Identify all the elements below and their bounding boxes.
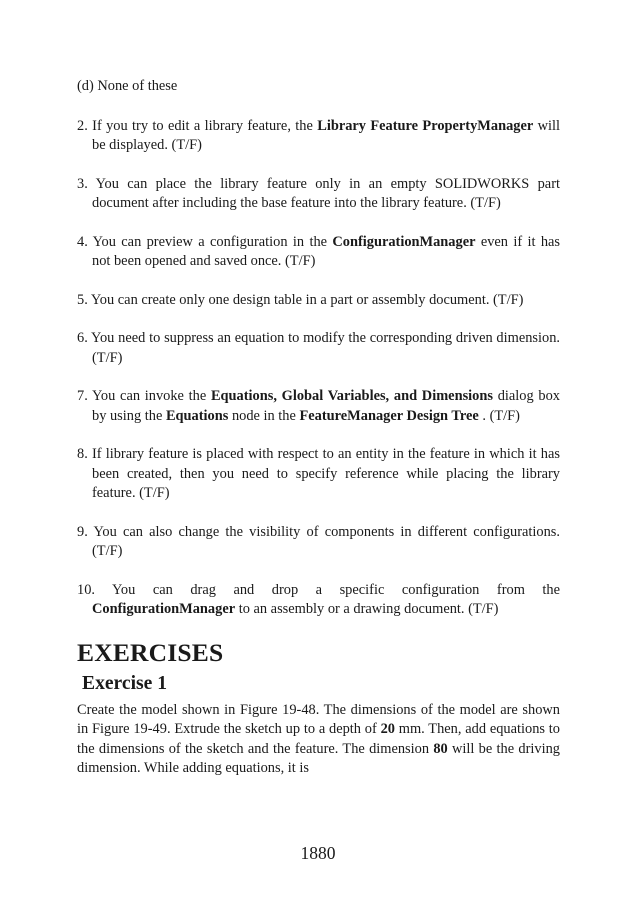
question-2-text-end: will be displayed. (T/F) [92,117,561,153]
option-d [77,77,560,97]
question-8 [77,445,560,504]
question-7-text: 7. You can invoke the [77,388,211,404]
exercises-heading: EXERCISES [77,637,224,667]
question-7-text-3: node in the [228,407,300,424]
question-6-text: 6. You need to suppress an equation to modify the corresponding driven dimension. (T/F) [77,330,560,366]
question-2 [77,117,560,156]
question-8-text: 8. If library feature is placed with respect to an entity in the feature in which it has been created, then you need to specify reference while placing the library feature. (T/F) [77,446,560,501]
question-7-text-2: dialog box by using the [92,388,560,424]
question-10-text: 10. You can drag and drop a specific configuration from the [77,581,560,598]
exercise-para-text-3: will be the driving dimension. While adding equations, it is [77,740,560,776]
question-6 [77,329,560,368]
question-5 [77,291,560,311]
option-d-text: (d) None of these [77,78,178,94]
question-4-text: 4. You can preview a configuration in the [77,233,333,250]
question-9-text: 9. You can also change the visibility of components in different configurations. (T/F) [77,523,560,559]
question-4 [77,233,560,272]
question-7-bold-equations: Equations [165,407,229,424]
question-7-bold-tree: FeatureManager Design Tree [299,407,479,424]
question-2-text: 2. If you try to edit a library feature, the [77,117,318,134]
question-7-bold-dialog: Equations, Global Variables, and Dimensions [210,388,493,404]
question-3-text: 3. You can place the library feature only in an empty SOLIDWORKS part document after including the base feature into the library feature. (T/F) [77,175,560,211]
question-2-bold: Library Feature PropertyManager [317,117,534,134]
page-number: 1880 [300,843,336,863]
question-10-text-end: to an assembly or a drawing document. (T/F) [235,601,499,617]
question-5-text: 5. You can create only one design table in a part or assembly document. (T/F) [77,291,524,308]
exercise-para-text-2: mm. Then, add equations to the dimensions of the sketch and the feature. The dimension [77,721,560,757]
question-4-bold: ConfigurationManager [332,233,476,250]
question-10-bold: ConfigurationManager [92,601,236,617]
question-9 [77,523,560,562]
exercise-para-bold-depth: 20 [380,721,395,737]
question-4-text-end: even if it has not been opened and saved once. (T/F) [92,233,560,269]
question-3 [77,175,560,214]
exercise-1-paragraph [77,701,560,779]
question-10 [77,581,560,620]
exercise-para-bold-dimension: 80 [433,740,448,757]
exercise-1-heading: Exercise 1 [82,672,168,694]
exercise-para-text-1: Create the model shown in Figure 19-48. The dimensions of the model are shown in Figure 19-49. Extrude the sketch up to a depth of [77,701,560,737]
question-7 [77,387,560,426]
question-7-text-end: . (T/F) [478,407,520,424]
page-content [77,77,560,779]
